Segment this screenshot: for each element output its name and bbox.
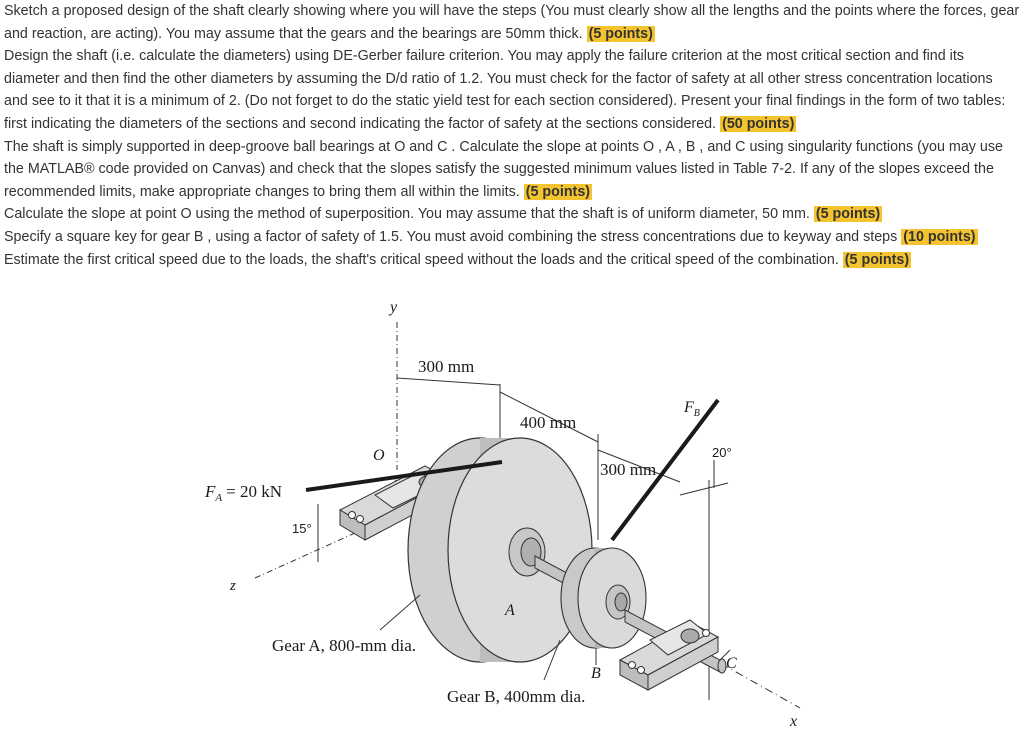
task-text: Sketch a proposed design of the shaft clearly showing where you will have the steps (You must clearly show all the lengths and the points where the forces, gear and reaction, are acting). You may assume that the gears and the bearings are 50mm thick. <box>4 3 1020 42</box>
task-text: Estimate the first critical speed due to the loads, the shaft's critical speed without the loads and the critical speed of the combination. <box>4 251 839 268</box>
task-slope-superposition <box>4 203 1020 226</box>
point-c-label: C <box>726 655 737 672</box>
task-slope-singularity <box>4 136 1020 204</box>
axis-z-label: z <box>230 578 236 594</box>
axis-x-label: x <box>790 713 798 730</box>
points-badge: (5 points) <box>844 251 910 268</box>
gear-b-caption: Gear B, 400mm dia. <box>447 687 586 706</box>
task-design <box>4 45 1020 135</box>
point-o-label: O <box>373 447 385 464</box>
force-b-label: $F_B$ <box>684 399 700 419</box>
task-text: The shaft is simply supported in deep-groove ball bearings at O and C . Calculate the slope at points O , A , B , and C using singularity functions (you may use the MATLAB® code provided on Canvas) and check that the slopes satisfy the suggested minimum values listed in Table 7-2. If any of the slopes exceed the recommended limits, make appropriate changes to bring them all within the limits. <box>4 138 1003 200</box>
points-badge: (5 points) <box>588 25 653 42</box>
task-critical-speed <box>4 249 1020 272</box>
task-sketch <box>4 0 1020 45</box>
dim-300-left-label: 300 mm <box>418 357 475 376</box>
points-badge: (5 points) <box>815 206 881 223</box>
dim-line-300-left <box>397 378 500 385</box>
task-text: Specify a square key for gear B , using a factor of safety of 1.5. You must avoid combining the stress concentrations due to keyway and steps <box>4 228 898 245</box>
dim-400-label: 400 mm <box>520 413 577 432</box>
angle-a-label: 15° <box>292 521 312 536</box>
gear-b <box>561 548 646 648</box>
angle-b-baseline <box>680 483 728 495</box>
angle-b-label: 20° <box>712 445 732 460</box>
task-key <box>4 226 1020 249</box>
points-badge: (50 points) <box>722 115 795 132</box>
point-a-label: A <box>505 602 515 619</box>
problem-statement <box>4 0 1020 271</box>
shaft-end-c <box>718 659 726 673</box>
gear-a-caption: Gear A, 800-mm dia. <box>272 636 416 655</box>
leader-gear-a <box>380 595 420 630</box>
task-text: Calculate the slope at point O using the method of superposition. You may assume that the shaft is of uniform diameter, 50 mm. <box>4 206 810 223</box>
point-b-label: B <box>591 665 601 682</box>
shaft-figure <box>0 292 1024 744</box>
dim-300-right-label: 300 mm <box>600 460 657 479</box>
points-badge: (10 points) <box>903 228 976 245</box>
task-text: Design the shaft (i.e. calculate the diameters) using DE-Gerber failure criterion. You may apply the failure criterion at the most critical section and find its diameter and then find the other diameters by assuming the D/d ratio of 1.2. You must check for the factor of safety at all other stress concentration locations and see to it that it is a minimum of 2. (Do not forget to do the static yield test for each section considered). Present your final findings in the form of two tables: first indicating the diameters of the sections and second indicating the factor of safety at the sections considered. <box>4 48 1006 132</box>
force-a-label: $F_A = 20$ kN <box>205 482 282 504</box>
axis-y-label: y <box>390 299 398 316</box>
points-badge: (5 points) <box>525 183 591 200</box>
